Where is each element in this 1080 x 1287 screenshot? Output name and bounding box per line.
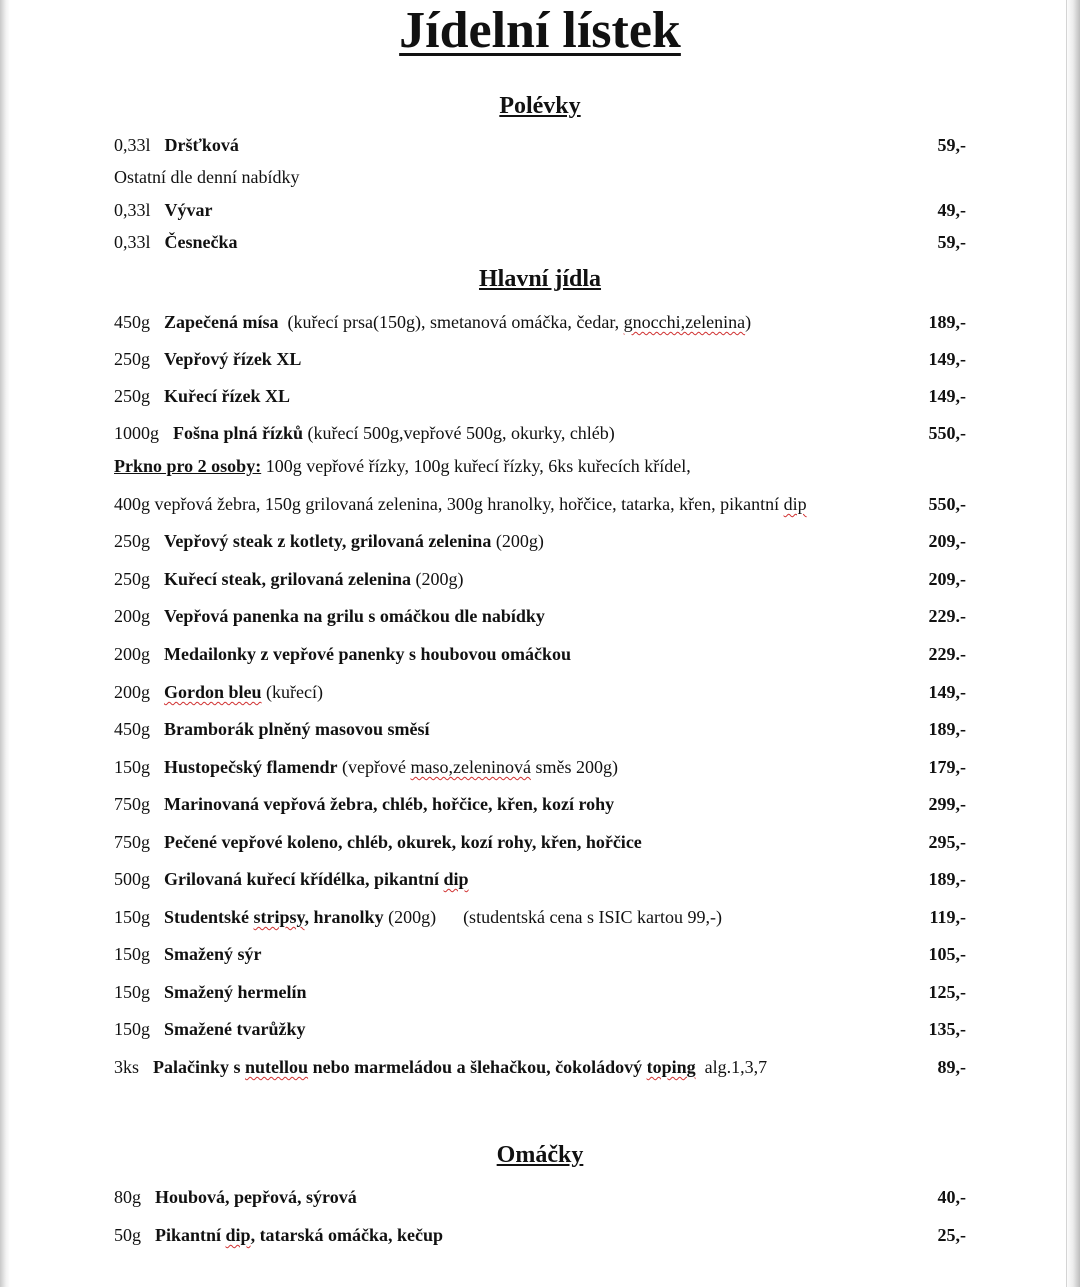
item-quantity: 500g — [114, 869, 150, 889]
menu-item — [114, 229, 966, 255]
item-quantity: 80g — [114, 1187, 141, 1207]
item-note: (kuřecí 500g,vepřové 500g, okurky, chléb) — [303, 423, 615, 443]
item-name: Vepřový steak z kotlety, grilovaná zelenina — [164, 531, 492, 551]
item-price: 189,- — [928, 869, 966, 889]
item-note-end: ) — [745, 312, 752, 332]
item-note: (vepřové — [337, 757, 411, 777]
item-quantity: 750g — [114, 832, 150, 852]
platter-desc-spellcheck: dip — [783, 494, 807, 514]
item-name: Hustopečský flamendr — [164, 757, 338, 777]
item-quantity: 0,33l — [114, 200, 151, 220]
item-note-spellcheck: gnocchi,zelenina — [623, 312, 746, 332]
item-price: 189,- — [928, 719, 966, 739]
item-name-spellcheck: dip — [225, 1225, 251, 1245]
menu-item — [114, 1054, 966, 1080]
section-heading-soups: Polévky — [499, 93, 581, 119]
item-name-spellcheck-2: toping — [646, 1057, 696, 1077]
menu-item — [114, 420, 966, 446]
menu-item — [114, 566, 966, 592]
item-name: Fošna plná řízků — [173, 423, 304, 443]
item-price: 179,- — [928, 757, 966, 777]
item-quantity: 50g — [114, 1225, 141, 1245]
item-price: 149,- — [928, 386, 966, 406]
menu-item — [114, 829, 966, 855]
item-name: Kuřecí řízek XL — [164, 386, 290, 406]
item-quantity: 250g — [114, 531, 150, 551]
item-quantity: 200g — [114, 682, 150, 702]
menu-item — [114, 641, 966, 667]
item-note: (200g) — [410, 569, 464, 589]
menu-item — [114, 383, 966, 409]
platter-desc-1: 100g vepřové řízky, 100g kuřecí řízky, 6ks kuřecích křídel, — [261, 456, 691, 476]
menu-item — [114, 1222, 966, 1248]
item-name: Dršťková — [164, 135, 239, 155]
item-price: 550,- — [928, 423, 966, 443]
item-quantity: 250g — [114, 569, 150, 589]
item-price: 149,- — [928, 349, 966, 369]
item-name-end: , hranolky — [304, 907, 384, 927]
item-name: Gordon bleu — [164, 682, 262, 702]
menu-item — [114, 941, 966, 967]
menu-item — [114, 716, 966, 742]
item-price: 229.- — [928, 606, 966, 626]
item-quantity: 200g — [114, 644, 150, 664]
item-note: alg.1,3,7 — [695, 1057, 768, 1077]
item-name-spellcheck: nutellou — [245, 1057, 309, 1077]
item-name: Vepřový řízek XL — [164, 349, 302, 369]
item-price: 189,- — [928, 312, 966, 332]
item-name: Pikantní — [155, 1225, 226, 1245]
item-name-spellcheck: dip — [443, 869, 469, 889]
item-name-spellcheck: stripsy — [253, 907, 305, 927]
item-note: (200g) — [491, 531, 544, 551]
item-name: Grilovaná kuřecí křídélka, pikantní — [164, 869, 444, 889]
item-name: Vývar — [164, 200, 213, 220]
item-price: 209,- — [928, 531, 966, 551]
platter-label: Prkno pro 2 osoby: — [114, 456, 262, 476]
item-name: Kuřecí steak, grilovaná zelenina — [164, 569, 411, 589]
item-price: 59,- — [937, 135, 966, 155]
item-quantity: 750g — [114, 794, 150, 814]
soup-note: Ostatní dle denní nabídky — [114, 167, 300, 187]
item-price: 40,- — [937, 1187, 966, 1207]
menu-item — [114, 679, 966, 705]
item-quantity: 150g — [114, 757, 150, 777]
item-note-end: směs 200g) — [530, 757, 618, 777]
item-name: Medailonky z vepřové panenky s houbovou omáčkou — [164, 644, 572, 664]
menu-title: Jídelní lístek — [399, 2, 681, 59]
item-name: Smažený sýr — [164, 944, 262, 964]
item-quantity: 250g — [114, 386, 150, 406]
item-name-end: , tatarská omáčka, kečup — [250, 1225, 444, 1245]
item-quantity: 0,33l — [114, 232, 151, 252]
menu-item — [114, 1016, 966, 1042]
item-name: Smažené tvarůžky — [164, 1019, 306, 1039]
item-quantity: 200g — [114, 606, 150, 626]
item-price: 295,- — [928, 832, 966, 852]
menu-item — [114, 1184, 966, 1210]
item-price: 299,- — [928, 794, 966, 814]
item-price: 119,- — [929, 907, 966, 927]
item-price: 25,- — [937, 1225, 966, 1245]
item-quantity: 150g — [114, 1019, 150, 1039]
item-name: Pečené vepřové koleno, chléb, okurek, kozí rohy, křen, hořčice — [164, 832, 642, 852]
item-name: Marinovaná vepřová žebra, chléb, hořčice, křen, kozí rohy — [164, 794, 615, 814]
menu-item — [114, 791, 966, 817]
item-quantity: 150g — [114, 982, 150, 1002]
menu-item — [114, 979, 966, 1005]
section-heading-sauces: Omáčky — [496, 1142, 584, 1168]
item-name: Česnečka — [164, 232, 238, 252]
item-note: (200g) (studentská cena s ISIC kartou 99,-) — [383, 907, 723, 927]
item-quantity: 150g — [114, 907, 150, 927]
platter-line-1 — [114, 453, 691, 479]
platter-desc-2: 400g vepřová žebra, 150g grilovaná zelenina, 300g hranolky, hořčice, tatarka, křen, pikantní — [114, 494, 784, 514]
item-name: Bramborák plněný masovou směsí — [164, 719, 430, 739]
page-edge-right — [1066, 0, 1080, 1287]
menu-item — [114, 132, 966, 158]
page-edge-line — [1066, 0, 1067, 1287]
item-quantity: 0,33l — [114, 135, 151, 155]
item-name: Houbová, pepřová, sýrová — [155, 1187, 357, 1207]
item-price: 229.- — [928, 644, 966, 664]
menu-item — [114, 866, 966, 892]
item-price: 59,- — [937, 232, 966, 252]
item-note-spellcheck: maso,zeleninová — [410, 757, 531, 777]
item-quantity: 450g — [114, 312, 150, 332]
item-name-mid: nebo marmeládou a šlehačkou, čokoládový — [308, 1057, 647, 1077]
item-quantity: 250g — [114, 349, 150, 369]
item-price: 49,- — [937, 200, 966, 220]
page-edge-left — [0, 0, 10, 1287]
menu-item — [114, 309, 966, 335]
menu-item — [114, 528, 966, 554]
item-name: Palačinky s — [153, 1057, 246, 1077]
menu-item — [114, 904, 966, 930]
menu-item — [114, 754, 966, 780]
item-price: 89,- — [937, 1057, 966, 1077]
item-price: 550,- — [928, 494, 966, 514]
menu-item — [114, 603, 966, 629]
menu-item — [114, 197, 966, 223]
item-name: Smažený hermelín — [164, 982, 307, 1002]
item-price: 105,- — [928, 944, 966, 964]
item-note: (kuřecí) — [261, 682, 323, 702]
item-price: 209,- — [928, 569, 966, 589]
item-name: Zapečená mísa — [164, 312, 279, 332]
item-name: Studentské — [164, 907, 254, 927]
item-price: 135,- — [928, 1019, 966, 1039]
section-heading-mains: Hlavní jídla — [478, 266, 602, 292]
item-name: Vepřová panenka na grilu s omáčkou dle nabídky — [164, 606, 545, 626]
item-quantity: 3ks — [114, 1057, 140, 1077]
item-quantity: 450g — [114, 719, 150, 739]
menu-item — [114, 346, 966, 372]
menu-item — [114, 491, 966, 517]
item-price: 125,- — [928, 982, 966, 1002]
item-price: 149,- — [928, 682, 966, 702]
item-note: (kuřecí prsa(150g), smetanová omáčka, čedar, — [278, 312, 624, 332]
item-quantity: 150g — [114, 944, 150, 964]
item-quantity: 1000g — [114, 423, 159, 443]
